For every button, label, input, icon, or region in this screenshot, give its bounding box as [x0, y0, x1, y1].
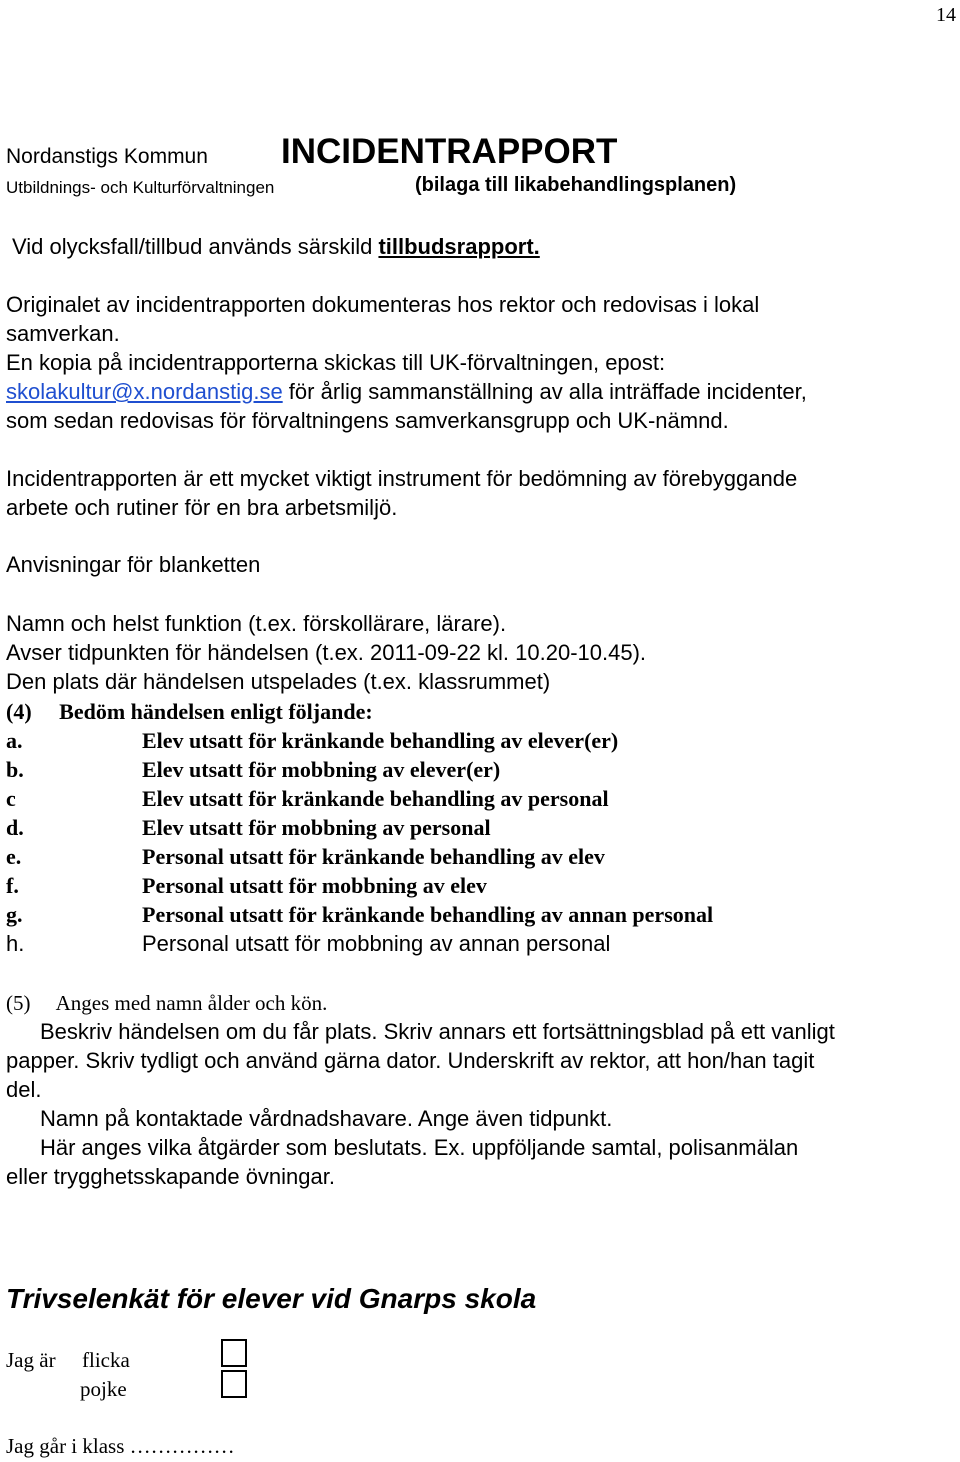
para1-line3: En kopia på incidentrapporterna skickas till UK-förvaltningen, epost:: [6, 350, 666, 375]
item-letter: a.: [6, 728, 23, 753]
item-text: Elev utsatt för mobbning av elever(er): [142, 757, 501, 782]
class-input-dots[interactable]: ……………: [129, 1434, 235, 1458]
list-item: [0, 755, 960, 784]
instructions-heading: Anvisningar för blanketten: [6, 552, 261, 577]
instruction-line-1: Namn och helst funktion (t.ex. förskollärare, lärare).: [6, 611, 507, 636]
boy-checkbox[interactable]: [221, 1370, 247, 1398]
department-name: Utbildnings- och Kulturförvaltningen: [6, 178, 275, 197]
assessment-heading: (4) Bedöm händelsen enligt följande:: [6, 699, 373, 724]
item-text: Elev utsatt för kränkande behandling av elever(er): [142, 728, 619, 753]
description-line-2: papper. Skriv tydligt och använd gärna dator. Underskrift av rektor, att hon/han tagit: [6, 1048, 815, 1073]
incident-note: [12, 232, 540, 261]
page-number: 14: [936, 4, 956, 26]
item-text: Elev utsatt för kränkande behandling av personal: [142, 786, 609, 811]
list-item: [0, 842, 960, 871]
option-girl-label: flicka: [82, 1348, 130, 1372]
actions-line-1: Här anges vilka åtgärder som beslutats. Ex. uppföljande samtal, polisanmälan: [40, 1135, 799, 1160]
para1-line1: Originalet av incidentrapporten dokumenteras hos rektor och redovisas i lokal: [6, 292, 760, 317]
list-item: [0, 784, 960, 813]
para1-line5: som sedan redovisas för förvaltningens samverkansgrupp och UK-nämnd.: [6, 408, 729, 433]
para1-line4: [6, 377, 807, 406]
class-label-text: Jag går i klass: [6, 1434, 125, 1458]
option-boy-label: pojke: [80, 1377, 127, 1401]
list-item: [0, 813, 960, 842]
list-item: [0, 900, 960, 929]
item-text: Personal utsatt för kränkande behandling av annan personal: [142, 902, 714, 927]
i-am-label: Jag är: [6, 1348, 56, 1372]
instruction-line-3: Den plats där händelsen utspelades (t.ex. klassrummet): [6, 669, 551, 694]
description-line-3: del.: [6, 1077, 42, 1102]
list-item: [0, 726, 960, 755]
survey-title: Trivselenkät för elever vid Gnarps skola: [6, 1283, 537, 1314]
item-letter: f.: [6, 873, 19, 898]
description-line-1: Beskriv händelsen om du får plats. Skriv annars ett fortsättningsblad på ett vanligt: [40, 1019, 835, 1044]
item-text: Personal utsatt för mobbning av elev: [142, 873, 487, 898]
org-name: Nordanstigs Kommun: [6, 145, 208, 168]
item-letter: e.: [6, 844, 22, 869]
item-letter: d.: [6, 815, 24, 840]
incident-note-text: Vid olycksfall/tillbud används särskild: [12, 234, 373, 259]
list-item: [0, 871, 960, 900]
item-letter: h.: [6, 931, 25, 956]
contact-line: Namn på kontaktade vårdnadshavare. Ange även tidpunkt.: [40, 1106, 613, 1131]
note-5: (5) Anges med namn ålder och kön.: [6, 991, 328, 1015]
para1-line4-rest: för årlig sammanställning av alla inträffade incidenter,: [282, 379, 807, 404]
class-label: [6, 1434, 235, 1459]
item-letter: c: [6, 786, 16, 811]
tillbudsrapport-link[interactable]: tillbudsrapport.: [378, 234, 540, 259]
item-letter: g.: [6, 902, 23, 927]
page-subtitle: (bilaga till likabehandlingsplanen): [415, 174, 737, 196]
item-text: Personal utsatt för kränkande behandling av elev: [142, 844, 605, 869]
para2-line2: arbete och rutiner för en bra arbetsmiljö.: [6, 495, 398, 520]
list-item: [0, 929, 960, 958]
email-link[interactable]: skolakultur@x.nordanstig.se: [6, 379, 283, 404]
girl-checkbox[interactable]: [221, 1339, 247, 1367]
actions-line-2: eller trygghetsskapande övningar.: [6, 1164, 335, 1189]
instruction-line-2: Avser tidpunkten för händelsen (t.ex. 2011-09-22 kl. 10.20-10.45).: [6, 640, 647, 665]
item-text: Elev utsatt för mobbning av personal: [142, 815, 491, 840]
para1-line2: samverkan.: [6, 321, 120, 346]
item-text: Personal utsatt för mobbning av annan personal: [142, 931, 611, 956]
page-title: INCIDENTRAPPORT: [281, 132, 618, 171]
item-letter: b.: [6, 757, 24, 782]
para2-line1: Incidentrapporten är ett mycket viktigt instrument för bedömning av förebyggande: [6, 466, 798, 491]
